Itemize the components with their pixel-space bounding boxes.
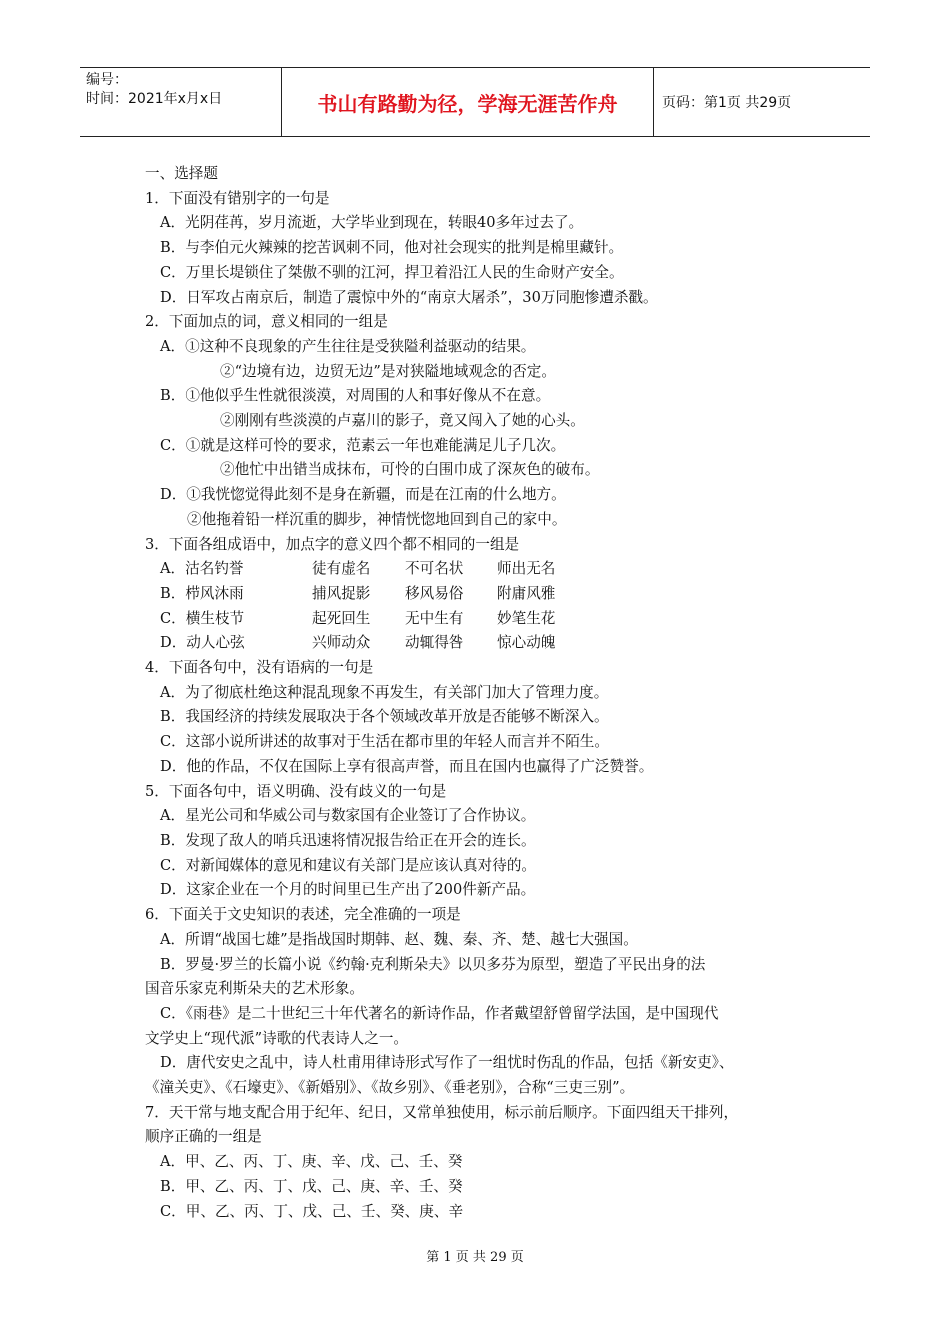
page-header [80, 67, 870, 137]
question-stem: 6．下面关于文史知识的表述，完全准确的一项是 [145, 906, 461, 924]
option: B．发现了敌人的哨兵迅速将情况报告给正在开会的连长。 [160, 831, 536, 849]
option: D．①我恍惚觉得此刻不是身在新疆，而是在江南的什么地方。 [160, 486, 566, 504]
option-continued: 《潼关吏》、《石壕吏》、《新婚别》、《故乡别》、《垂老别》，合称“三吏三别”。 [145, 1079, 635, 1097]
idiom: 起死回生 [312, 609, 371, 627]
option: A．光阴荏苒，岁月流逝，大学毕业到现在，转眼40多年过去了。 [160, 214, 584, 232]
idiom-row [145, 557, 825, 582]
idiom-row [145, 631, 825, 656]
idiom: B．栉风沐雨 [160, 584, 244, 602]
option: A．甲、乙、丙、丁、庚、辛、戊、己、壬、癸 [160, 1153, 463, 1171]
option: B．①他似乎生性就很淡漠，对周围的人和事好像从不在意。 [160, 387, 551, 405]
option-sub: ②他拖着铅一样沉重的脚步，神情恍惚地回到自己的家中。 [187, 510, 567, 528]
option-sub: ②他忙中出错当成抹布，可怜的白围巾成了深灰色的破布。 [220, 461, 600, 479]
option: B．罗曼·罗兰的长篇小说《约翰·克利斯朵夫》以贝多芬为原型，塑造了平民出身的法 [160, 955, 706, 973]
idiom-row [145, 582, 825, 607]
option: D．唐代安史之乱中，诗人杜甫用律诗形式写作了一组忧时伤乱的作品，包括《新安吏》、 [160, 1054, 734, 1072]
idiom: 无中生有 [405, 609, 464, 627]
idiom: 动辄得咎 [405, 634, 464, 652]
option: A．为了彻底杜绝这种混乱现象不再发生，有关部门加大了管理力度。 [160, 683, 609, 701]
question-stem: 1．下面没有错别字的一句是 [145, 189, 330, 207]
idiom: 附庸风雅 [497, 584, 556, 602]
idiom: 妙笔生花 [497, 609, 556, 627]
question-stem: 7．天干常与地支配合用于纪年、纪日，又常单独使用，标示前后顺序。下面四组天干排列， [145, 1103, 739, 1121]
idiom: C．横生枝节 [160, 609, 245, 627]
option: C．①就是这样可怜的要求，范素云一年也难能满足儿子几次。 [160, 436, 566, 454]
question-stem: 2．下面加点的词，意义相同的一组是 [145, 313, 388, 331]
option: D．他的作品，不仅在国际上享有很高声誉，而且在国内也赢得了广泛赞誉。 [160, 757, 654, 775]
option: B．与李伯元火辣辣的挖苦讽刺不同，他对社会现实的批判是棉里藏针。 [160, 239, 624, 257]
option-sub: ②“边境有边，边贸无边”是对狭隘地域观念的否定。 [220, 362, 556, 380]
idiom: 捕风捉影 [312, 584, 371, 602]
question-stem: 5．下面各句中，语义明确、没有歧义的一句是 [145, 782, 447, 800]
option: C．甲、乙、丙、丁、戊、己、壬、癸、庚、辛 [160, 1202, 464, 1220]
option: A．所谓“战国七雄”是指战国时期韩、赵、魏、秦、齐、楚、越七大强国。 [160, 930, 638, 948]
question-stem: 3．下面各组成语中，加点字的意义四个都不相同的一组是 [145, 535, 520, 553]
question-stem-continued: 顺序正确的一组是 [145, 1128, 262, 1146]
option: D．日军攻占南京后，制造了震惊中外的“南京大屠杀”，30万同胞惨遭杀戳。 [160, 288, 658, 306]
option: B．我国经济的持续发展取决于各个领域改革开放是否能够不断深入。 [160, 708, 609, 726]
header-meta [80, 68, 282, 136]
option: A．①这种不良现象的产生往往是受狭隘利益驱动的结果。 [160, 337, 536, 355]
idiom-row [145, 607, 825, 632]
option-continued: 文学史上“现代派”诗歌的代表诗人之一。 [145, 1029, 409, 1047]
time-label: 时间：2021年x月x日 [86, 91, 223, 107]
option-sub: ②刚刚有些淡漠的卢嘉川的影子，竟又闯入了她的心头。 [220, 412, 585, 430]
question-stem: 4．下面各句中，没有语病的一句是 [145, 659, 374, 677]
idiom: A．沽名钓誉 [160, 560, 244, 578]
idiom: 兴师动众 [312, 634, 371, 652]
document-body [145, 162, 825, 1224]
header-page-info: 页码：第1页 共29页 [662, 95, 792, 111]
idiom: 徒有虚名 [312, 560, 371, 578]
idiom: D．动人心弦 [160, 634, 245, 652]
option: C．对新闻媒体的意见和建议有关部门是应该认真对待的。 [160, 856, 537, 874]
option: D．这家企业在一个月的时间里已生产出了200件新产品。 [160, 881, 536, 899]
idiom: 移风易俗 [405, 584, 464, 602]
idiom: 师出无名 [497, 560, 556, 578]
option: A．星光公司和华威公司与数家国有企业签订了合作协议。 [160, 807, 536, 825]
option: C．《雨巷》是二十世纪三十年代著名的新诗作品，作者戴望舒曾留学法国，是中国现代 [160, 1004, 719, 1022]
idiom: 不可名状 [405, 560, 464, 578]
option: C．这部小说所讲述的故事对于生活在都市里的年轻人而言并不陌生。 [160, 733, 609, 751]
section-title: 一、选择题 [145, 165, 218, 182]
header-motto: 书山有路勤为径，学海无涯苦作舟 [282, 68, 654, 136]
option-continued: 国音乐家克利斯朵夫的艺术形象。 [145, 980, 364, 998]
page-footer: 第 1 页 共 29 页 [426, 1250, 524, 1265]
idiom: 惊心动魄 [497, 634, 556, 652]
option: C．万里长堤锁住了桀傲不驯的江河，捍卫着沿江人民的生命财产安全。 [160, 263, 624, 281]
option: B．甲、乙、丙、丁、戊、己、庚、辛、壬、癸 [160, 1177, 463, 1195]
number-label: 编号： [86, 72, 128, 88]
